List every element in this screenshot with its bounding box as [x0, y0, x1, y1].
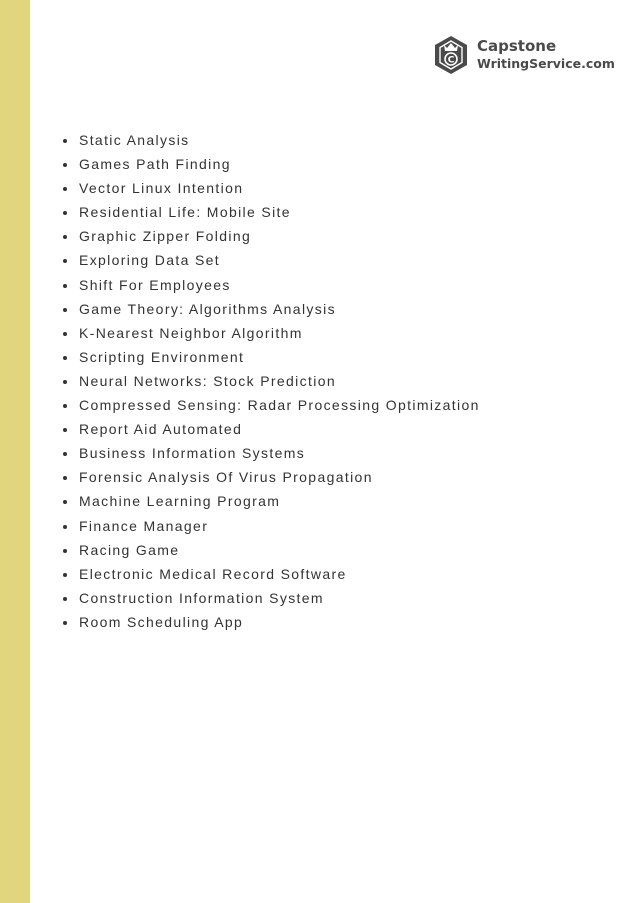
list-item — [62, 202, 480, 226]
list-item — [62, 250, 480, 274]
bullet-icon — [63, 525, 67, 529]
list-item — [62, 443, 480, 467]
bullet-icon — [63, 380, 67, 384]
list-item — [62, 226, 480, 250]
list-item-text: Game Theory: Algorithms Analysis — [79, 300, 336, 317]
list-item-text: Exploring Data Set — [79, 252, 221, 269]
list-item-text: K-Nearest Neighbor Algorithm — [79, 324, 303, 341]
list-item-text: Static Analysis — [79, 132, 190, 148]
list-item — [62, 323, 480, 347]
brand-name-line2: WritingService.com — [477, 56, 615, 71]
list-item-text: Compressed Sensing: Radar Processing Optimization — [79, 397, 480, 414]
list-item — [62, 154, 480, 178]
list-item — [62, 419, 480, 443]
list-item — [62, 467, 480, 491]
list-item-text: Residential Life: Mobile Site — [79, 204, 291, 221]
bullet-icon — [63, 284, 67, 288]
list-item — [62, 178, 480, 202]
bullet-icon — [63, 211, 67, 215]
bullet-icon — [63, 163, 67, 167]
brand-logo — [432, 34, 622, 78]
bullet-icon — [63, 500, 67, 504]
bullet-icon — [63, 452, 67, 456]
brand-name-line1: Capstone — [477, 37, 557, 55]
shield-c-logo-icon — [432, 34, 470, 76]
svg-text:C: C — [447, 55, 455, 66]
bullet-icon — [63, 235, 67, 239]
bullet-icon — [63, 332, 67, 336]
list-item-text: Neural Networks: Stock Prediction — [79, 372, 336, 389]
list-item-text: Electronic Medical Record Software — [79, 565, 347, 582]
list-item-text: Racing Game — [79, 541, 180, 558]
list-item — [62, 275, 480, 299]
list-item — [62, 130, 480, 154]
list-item — [62, 347, 480, 371]
list-item-text: Business Information Systems — [79, 445, 306, 462]
list-item-text: Graphic Zipper Folding — [79, 228, 252, 245]
list-item-text: Room Scheduling App — [79, 613, 244, 630]
list-item-text: Finance Manager — [79, 517, 209, 534]
bullet-icon — [63, 621, 67, 625]
list-item-text: Vector Linux Intention — [79, 180, 244, 197]
decorative-side-bar — [0, 0, 30, 903]
list-item — [62, 516, 480, 540]
topic-list — [62, 130, 480, 636]
list-item-text: Report Aid Automated — [79, 421, 243, 438]
list-item — [62, 540, 480, 564]
bullet-icon — [63, 597, 67, 601]
bullet-icon — [63, 139, 67, 143]
bullet-icon — [63, 549, 67, 553]
list-item — [62, 299, 480, 323]
list-item-text: Construction Information System — [79, 589, 324, 606]
bullet-icon — [63, 573, 67, 577]
list-item — [62, 395, 480, 419]
list-item-text: Forensic Analysis Of Virus Propagation — [79, 469, 373, 486]
bullet-icon — [63, 259, 67, 263]
bullet-icon — [63, 428, 67, 432]
list-item — [62, 612, 480, 636]
bullet-icon — [63, 404, 67, 408]
bullet-icon — [63, 356, 67, 360]
list-item — [62, 491, 480, 515]
list-item-text: Scripting Environment — [79, 348, 245, 365]
list-item-text: Shift For Employees — [79, 276, 231, 293]
list-item-text: Machine Learning Program — [79, 493, 281, 510]
list-item — [62, 371, 480, 395]
bullet-icon — [63, 187, 67, 191]
bullet-icon — [63, 476, 67, 480]
list-item — [62, 588, 480, 612]
list-item-text: Games Path Finding — [79, 156, 231, 173]
list-item — [62, 564, 480, 588]
bullet-icon — [63, 308, 67, 312]
